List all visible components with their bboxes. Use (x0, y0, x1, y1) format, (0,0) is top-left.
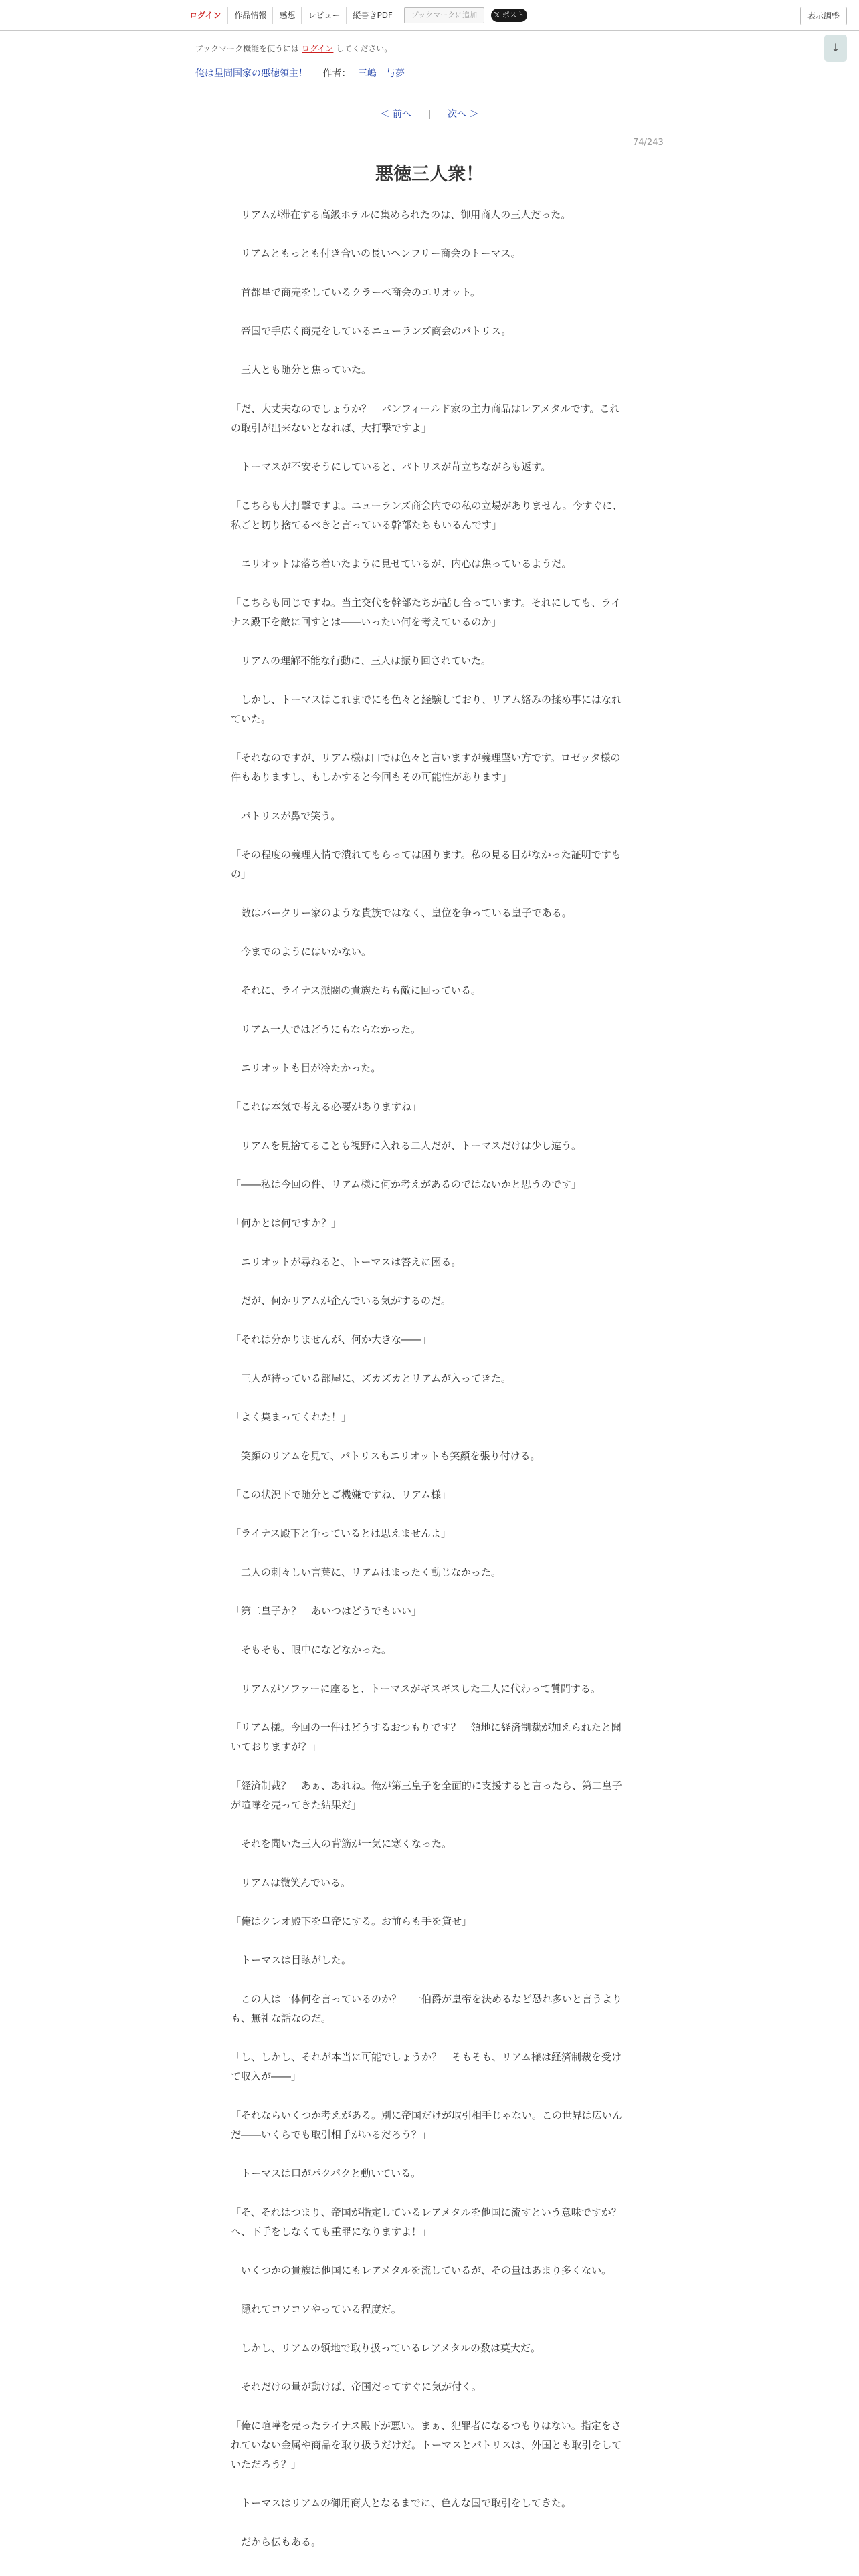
paragraph: リアムともっとも付き合いの長いヘンフリー商会のトーマス。 (231, 247, 521, 259)
paragraph: トーマスはリアムの御用商人となるまでに、色んな国で取引をしてきた。 (231, 2497, 571, 2509)
paragraph: パトリスが鼻で笑う。 (231, 810, 341, 822)
paragraph: いくつかの貴族は他国にもレアメタルを流しているが、その量はあまり多くない。 (231, 2264, 612, 2276)
add-bookmark-button[interactable]: ブックマークに追加 (404, 7, 484, 23)
paragraph: リアムがソファーに座ると、トーマスがギスギスした二人に代わって質問する。 (231, 1683, 601, 1695)
review-link[interactable]: レビュー (301, 7, 346, 24)
paragraph: リアム一人ではどうにもならなかった。 (231, 1023, 421, 1035)
novel-body (231, 205, 632, 2571)
prev-page-link[interactable]: ＜ 前へ (380, 109, 412, 120)
paragraph: それを聞いた三人の背筋が一気に寒くなった。 (231, 1838, 452, 1850)
paragraph: リアムの理解不能な行動に、三人は振り回されていた。 (231, 655, 491, 667)
paragraph: 首都星で商売をしているクラーベ商会のエリオット。 (231, 286, 481, 298)
paragraph: 隠れてコソコソやっている程度だ。 (231, 2303, 401, 2315)
paragraph: 「それは分かりませんが、何か大きな――」 (231, 1333, 432, 1346)
paragraph: 「それなのですが、リアム様は口では色々と言いますが義理堅い方です。ロゼッタ様の件もありますし、もしかすると今回もその可能性があります」 (231, 752, 621, 783)
work-info-link[interactable]: 作品情報 (227, 7, 272, 24)
paragraph: この人は一体何を言っているのか？ 一伯爵が皇帝を決めるなど恐れ多いと言うよりも、無礼な話なのだ。 (231, 1993, 623, 2024)
paragraph: トーマスが不安そうにしていると、パトリスが苛立ちながらも返す。 (231, 461, 551, 473)
paragraph: 「第二皇子か？ あいつはどうでもいい」 (231, 1605, 422, 1617)
notice-prefix: ブックマーク機能を使うには (195, 44, 300, 53)
paragraph: 帝国で手広く商売をしているニューランズ商会のパトリス。 (231, 325, 512, 337)
top-bar (0, 0, 859, 31)
paragraph: それに、ライナス派閥の貴族たちも敵に回っている。 (231, 984, 481, 996)
paragraph: しかし、リアムの領地で取り扱っているレアメタルの数は莫大だ。 (231, 2342, 541, 2354)
paragraph: エリオットも目が冷たかった。 (231, 1062, 381, 1074)
paragraph: 「こちらも同じですね。当主交代を幹部たちが話し合っています。それにしても、ライナス殿下を敵に回すとは――いったい何を考えているのか」 (231, 597, 622, 628)
paragraph: 「それならいくつか考えがある。別に帝国だけが取引相手じゃない。この世界は広いんだ――いくらでも取引相手がいるだろう？」 (231, 2109, 623, 2141)
paragraph: 三人とも随分と焦っていた。 (231, 364, 372, 376)
paragraph: エリオットは落ち着いたように見せているが、内心は焦っているようだ。 (231, 558, 572, 570)
paragraph: 敵はバークリー家のような貴族ではなく、皇位を争っている皇子である。 (231, 907, 572, 919)
next-page-link[interactable]: 次へ ＞ (447, 109, 479, 120)
paragraph: しかし、トーマスはこれまでにも色々と経験しており、リアム絡みの揉め事にはなれていた。 (231, 693, 622, 725)
chapter-title: 悪徳三人衆！ (375, 164, 484, 185)
paragraph: 「こちらも大打撃ですよ。ニューランズ商会内での私の立場がありません。今すぐに、私ごと切り捨てるべきと言っている幹部たちもいるんです」 (231, 500, 623, 531)
paragraph: 「何かとは何ですか？」 (231, 1217, 342, 1229)
notice-login-link[interactable]: ログイン (302, 44, 334, 53)
scroll-down-icon[interactable]: ↓ (824, 35, 847, 62)
paragraph: 「よく集まってくれた！」 (231, 1411, 352, 1423)
paragraph: トーマスは目眩がした。 (231, 1954, 352, 1966)
work-title-link[interactable]: 俺は星間国家の悪徳領主！ (195, 68, 308, 79)
impressions-link[interactable]: 感想 (272, 7, 301, 24)
paragraph: エリオットが尋ねると、トーマスは答えに困る。 (231, 1256, 462, 1268)
author-label: 作者： (322, 68, 351, 79)
pager (0, 107, 859, 120)
paragraph: そもそも、眼中になどなかった。 (231, 1644, 392, 1656)
paragraph: 二人の刺々しい言葉に、リアムはまったく動じなかった。 (231, 1566, 501, 1578)
paragraph: 「これは本気で考える必要がありますね」 (231, 1101, 422, 1113)
x-post-button[interactable]: 𝕏 ポスト (491, 9, 527, 22)
header-nav (183, 7, 527, 24)
paragraph: だが、何かリアムが企んでいる気がするのだ。 (231, 1295, 451, 1307)
paragraph: 「その程度の義理人情で潰れてもらっては困ります。私の見る目がなかった証明ですもの」 (231, 849, 622, 880)
paragraph: だから伝もある。 (231, 2536, 322, 2548)
paragraph: リアムは微笑んでいる。 (231, 1876, 351, 1889)
paragraph: 「ライナス殿下と争っているとは思えませんよ」 (231, 1527, 451, 1539)
paragraph: 「――私は今回の件、リアム様に何か考えがあるのではないかと思うのです」 (231, 1178, 581, 1190)
notice-suffix: してください。 (336, 44, 393, 53)
page-number: 74/243 (633, 138, 664, 148)
paragraph: 「経済制裁？ あぁ、あれね。俺が第三皇子を全面的に支援すると言ったら、第二皇子が喧嘩を売ってきた結果だ」 (231, 1780, 622, 1811)
display-settings-button[interactable]: 表示調整 (800, 7, 847, 25)
login-link[interactable]: ログイン (183, 7, 227, 24)
paragraph: 「俺はクレオ殿下を皇帝にする。お前らも手を貸せ」 (231, 1915, 472, 1927)
paragraph: リアムを見捨てることも視野に入れる二人だが、トーマスだけは少し違う。 (231, 1140, 581, 1152)
paragraph: 「この状況下で随分とご機嫌ですね、リアム様」 (231, 1489, 451, 1501)
paragraph: 今までのようにはいかない。 (231, 946, 372, 958)
paragraph: 「リアム様。今回の一件はどうするおつもりです？ 領地に経済制裁が加えられたと聞いておりますが？」 (231, 1721, 622, 1753)
author-link[interactable]: 三嶋 与夢 (357, 68, 405, 79)
paragraph: 「し、しかし、それが本当に可能でしょうか？ そもそも、リアム様は経済制裁を受けて収入が――」 (231, 2051, 622, 2082)
login-notice (195, 43, 392, 54)
paragraph: 「だ、大丈夫なのでしょうか？ バンフィールド家の主力商品はレアメタルです。これの取引が出来ないとなれば、大打撃ですよ」 (231, 403, 620, 434)
paragraph: 三人が待っている部屋に、ズカズカとリアムが入ってきた。 (231, 1372, 511, 1384)
paragraph: 「そ、それはつまり、帝国が指定しているレアメタルを他国に流すという意味ですか？ へ、下手をしなくても重罪になりますよ！」 (231, 2206, 632, 2238)
vertical-pdf-link[interactable]: 縦書きPDF (346, 7, 398, 24)
paragraph: トーマスは口がパクパクと動いている。 (231, 2167, 421, 2179)
work-info (195, 66, 405, 80)
paragraph: リアムが滞在する高級ホテルに集められたのは、御用商人の三人だった。 (231, 209, 571, 221)
paragraph: 笑顔のリアムを見て、パトリスもエリオットも笑顔を張り付ける。 (231, 1450, 541, 1462)
paragraph: 「俺に喧嘩を売ったライナス殿下が悪い。まぁ、犯罪者になるつもりはない。指定をされていない金属や商品を取り扱うだけだ。トーマスとパトリスは、外国とも取引をしていただろう？」 (231, 2420, 622, 2470)
paragraph: それだけの量が動けば、帝国だってすぐに気が付く。 (231, 2381, 482, 2393)
